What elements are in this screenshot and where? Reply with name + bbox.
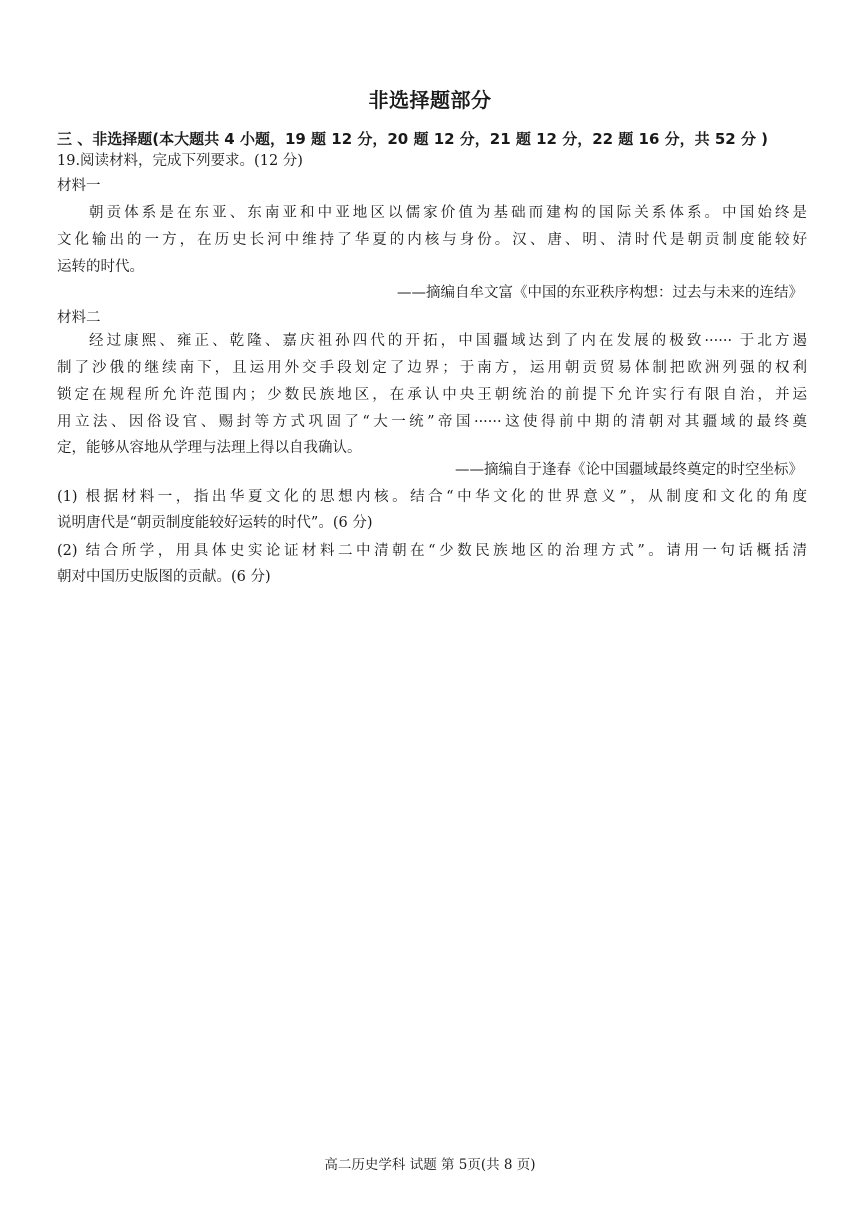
material2-source: ——摘编自于逢春《论中国疆域最终奠定的时空坐标》 xyxy=(455,462,803,478)
material2-line: 经过康熙、雍正、乾隆、嘉庆祖孙四代的开拓，中国疆域达到了内在发展的极致······ 于北方遏 xyxy=(89,333,807,349)
section-header: 三 、非选择题(本大题共 4 小题，19 题 12 分，20 题 12 分，21 题 12 分，22 题 16 分，共 52 分 ) xyxy=(57,130,769,148)
material1-label: 材料一 xyxy=(57,178,101,194)
subquestion-1-line: (1) 根据材料一，指出华夏文化的思想内核。结合“中华文化的世界意义”，从制度和文化的角度 xyxy=(57,489,807,505)
material2-line: 制了沙俄的继续南下，且运用外交手段划定了边界；于南方，运用朝贡贸易体制把欧洲列强的权利 xyxy=(57,360,807,376)
material1-line: 朝贡体系是在东亚、东南亚和中亚地区以儒家价值为基础而建构的国际关系体系。中国始终是 xyxy=(89,205,807,221)
material1-line: 文化输出的一方，在历史长河中维持了华夏的内核与身份。汉、唐、明、清时代是朝贡制度能较好 xyxy=(57,232,807,248)
material2-line: 锁定在规程所允许范围内；少数民族地区，在承认中央王朝统治的前提下允许实行有限自治，并运 xyxy=(57,387,807,403)
subquestion-2-line: 朝对中国历史版图的贡献。(6 分) xyxy=(57,569,271,585)
page-title: 非选择题部分 xyxy=(368,88,492,112)
material1-source: ——摘编自牟文富《中国的东亚秩序构想：过去与未来的连结》 xyxy=(397,285,803,301)
material2-label: 材料二 xyxy=(57,310,101,326)
page-footer: 高二历史学科 试题 第 5页(共 8 页) xyxy=(324,1157,536,1173)
material2-line: 用立法、因俗设官、赐封等方式巩固了“大一统”帝国······这使得前中期的清朝对其疆域的最终奠 xyxy=(57,414,807,430)
question-stem: 19.阅读材料，完成下列要求。(12 分) xyxy=(57,153,303,169)
subquestion-1-line: 说明唐代是“朝贡制度能较好运转的时代”。(6 分) xyxy=(57,515,373,531)
material2-line: 定，能够从容地从学理与法理上得以自我确认。 xyxy=(57,440,362,456)
material1-line: 运转的时代。 xyxy=(57,259,144,275)
subquestion-2-line: (2) 结合所学，用具体史实论证材料二中清朝在“少数民族地区的治理方式”。请用一句话概括清 xyxy=(57,543,807,559)
